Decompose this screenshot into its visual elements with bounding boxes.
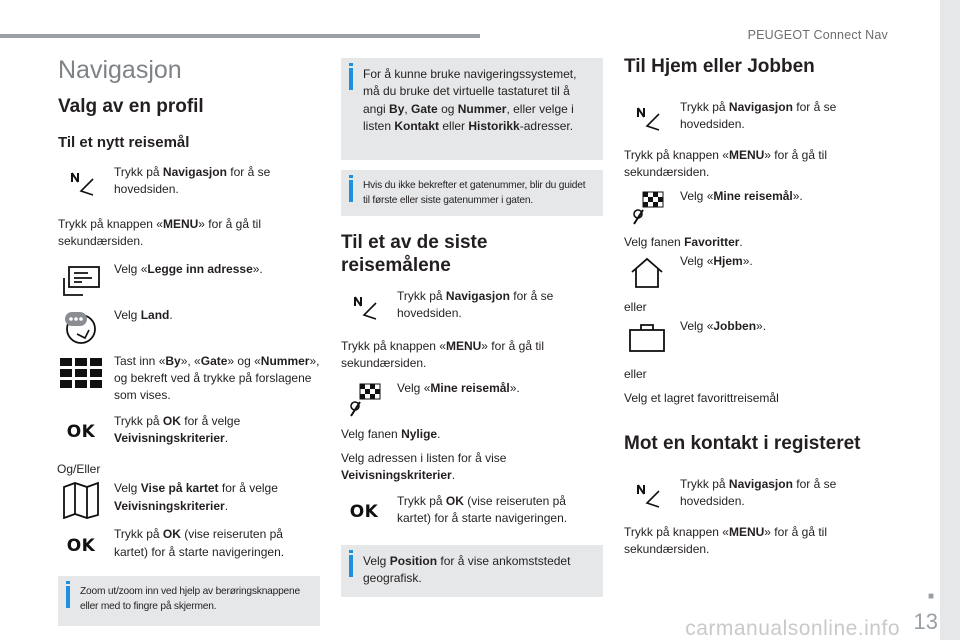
step-text: Trykk på OK for å velge Veivisningskriterier. <box>114 413 241 446</box>
column-right <box>624 52 886 559</box>
page-edge-bar <box>940 0 960 640</box>
step-text: Trykk på OK (vise reiseruten på kartet) for å starte navigeringen. <box>114 527 285 559</box>
map-icon <box>58 480 104 520</box>
ok-icon: OK <box>66 535 96 556</box>
heading-home-work: Til Hjem eller Jobben <box>624 56 815 77</box>
page-marker: ■ <box>927 591 934 602</box>
step-text: Velg «Jobben». <box>680 319 767 334</box>
step-text: Velg «Legge inn adresse». <box>114 261 263 276</box>
info-icon <box>66 586 70 608</box>
step-menu: Trykk på knappen «MENU» for å gå til sekundærsiden. <box>624 524 827 557</box>
section-title: Navigasjon <box>58 56 182 84</box>
destination-flag-icon <box>624 188 670 228</box>
navigation-icon <box>341 288 387 328</box>
or-label: eller <box>624 367 647 382</box>
step-text: Trykk på OK (vise reiseruten på kartet) for å starte navigeringen. <box>397 493 568 525</box>
step-saved-favorite: Velg et lagret favorittreisemål <box>624 390 779 405</box>
info-note-zoom: Zoom ut/zoom inn ved hjelp av berøringsknappene eller med to fingre på skjermen. <box>58 576 320 626</box>
step-navigation <box>341 288 603 328</box>
step-text: Trykk på Navigasjon for å se hovedsiden. <box>680 476 837 509</box>
or-label: Og/Eller <box>57 461 101 476</box>
step-text: Velg «Hjem». <box>680 253 753 268</box>
step-show-map <box>58 480 320 520</box>
heading-recent-destinations: Til et av de siste reisemålene <box>341 232 488 276</box>
step-country <box>58 307 320 347</box>
info-icon <box>349 180 353 202</box>
step-my-destinations <box>624 188 886 228</box>
step-text: Velg Land. <box>114 307 173 322</box>
step-my-destinations <box>341 380 603 420</box>
step-text: Tast inn «By», «Gate» og «Nummer», og bekreft ved å trykke på forslagene som vises. <box>114 353 320 403</box>
ok-icon: OK <box>66 422 96 443</box>
heading-profile: Valg av en profil <box>58 96 204 118</box>
step-favorites-tab: Velg fanen Favoritter. <box>624 234 743 249</box>
navigation-icon <box>624 99 670 139</box>
home-icon <box>624 253 670 293</box>
step-navigation <box>58 164 320 204</box>
step-select-address: Velg adressen i listen for å vise Veivisningskriterier. <box>341 450 507 483</box>
step-text: Trykk på Navigasjon for å se hovedsiden. <box>680 99 837 132</box>
step-ok-start <box>58 526 320 566</box>
heading-contact: Mot en kontakt i registeret <box>624 433 861 455</box>
navigation-icon <box>624 476 670 516</box>
column-left <box>58 52 320 626</box>
heading-new-destination: Til et nytt reisemål <box>58 134 190 152</box>
step-navigation <box>624 99 886 139</box>
step-menu: Trykk på knappen «MENU» for å gå til sekundærsiden. <box>58 216 261 249</box>
info-note-keyboard: For å kunne bruke navigeringssystemet, må du bruke det virtuelle tastaturet til å angi By, Gate og Nummer, eller velge i listen Kontakt eller Historikk-adresser. <box>341 58 603 160</box>
step-work <box>624 318 886 358</box>
info-note-position: Velg Position for å vise ankomststedet geografisk. <box>341 545 603 597</box>
navigation-icon <box>58 164 104 204</box>
step-recent-tab: Velg fanen Nylige. <box>341 427 441 442</box>
info-icon <box>349 68 353 90</box>
step-text: Velg «Mine reisemål». <box>680 188 803 203</box>
step-ok-criteria <box>58 413 320 453</box>
step-navigation <box>624 476 886 516</box>
ok-icon: OK <box>349 502 379 523</box>
step-text: Trykk på Navigasjon for å se hovedsiden. <box>114 164 271 197</box>
country-icon <box>58 307 104 347</box>
address-entry-icon <box>58 261 104 301</box>
brand-title: PEUGEOT Connect Nav <box>747 28 888 42</box>
step-home <box>624 253 886 293</box>
briefcase-icon <box>624 318 670 358</box>
destination-flag-icon <box>341 380 387 420</box>
or-label: eller <box>624 299 647 314</box>
page-number: 13 <box>913 609 938 634</box>
info-icon <box>349 555 353 577</box>
info-note-street-number: Hvis du ikke bekrefter et gatenummer, blir du guidet til første eller siste gatenummer i gaten. <box>341 170 603 216</box>
step-text: Velg «Mine reisemål». <box>397 381 520 396</box>
step-text: Trykk på Navigasjon for å se hovedsiden. <box>397 288 554 320</box>
watermark: carmanualsonline.info <box>685 617 900 640</box>
column-middle <box>341 58 603 597</box>
step-text: Velg Vise på kartet for å velge Veivisningskriterier. <box>114 481 278 513</box>
step-keyboard <box>58 353 320 405</box>
step-menu: Trykk på knappen «MENU» for å gå til sekundærsiden. <box>341 338 544 370</box>
step-ok-start <box>341 493 603 533</box>
header-rule <box>0 34 480 38</box>
keyboard-icon <box>58 353 104 393</box>
step-menu: Trykk på knappen «MENU» for å gå til sekundærsiden. <box>624 147 827 180</box>
step-enter-address <box>58 261 320 301</box>
